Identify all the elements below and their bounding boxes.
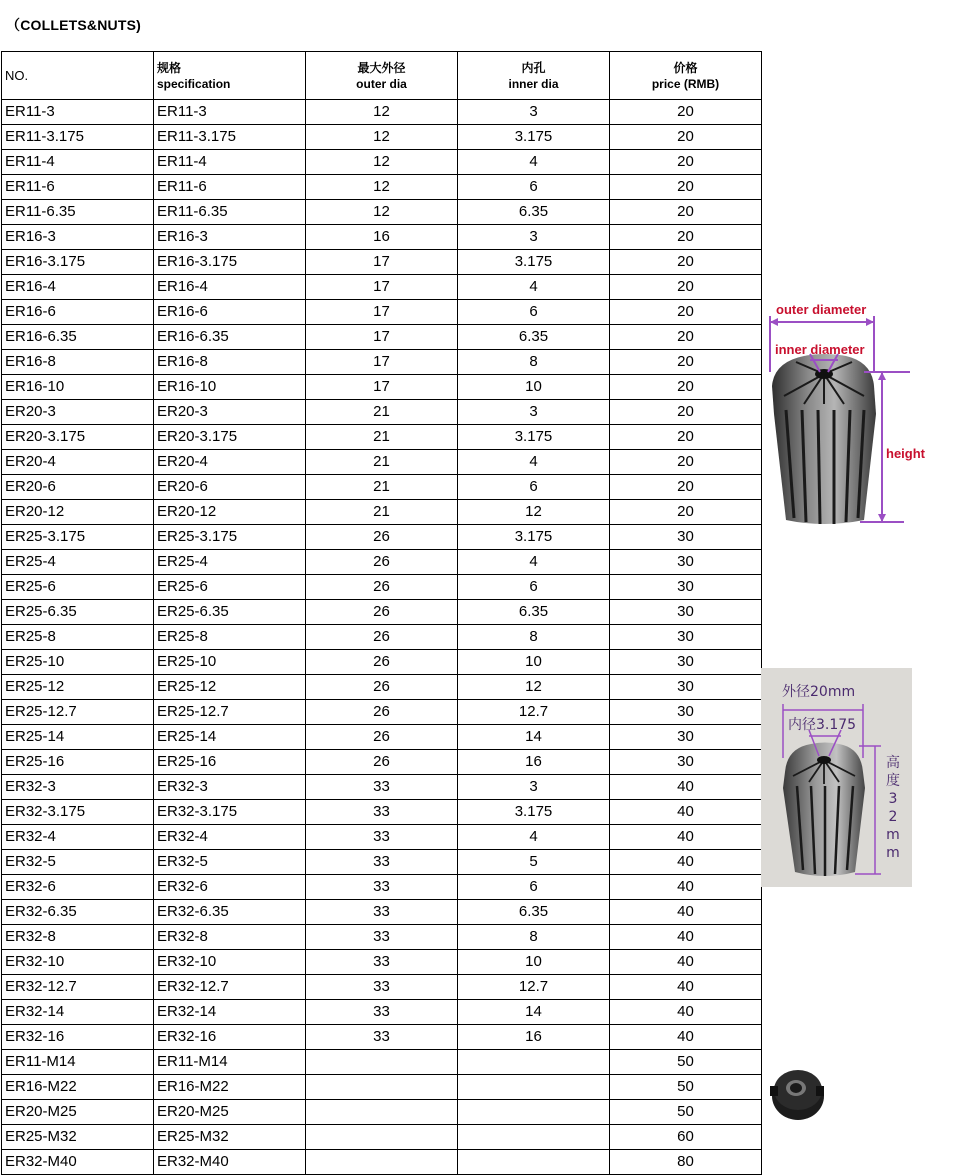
cell-outer-dia: 26 [306, 700, 458, 725]
cell-outer-dia: 12 [306, 150, 458, 175]
table-row [2, 375, 762, 400]
cell-price: 30 [610, 700, 762, 725]
cell-inner-dia: 10 [458, 950, 610, 975]
cell-outer-dia [306, 1150, 458, 1175]
cell-no: ER20-12 [2, 500, 154, 525]
cell-inner-dia: 3.175 [458, 125, 610, 150]
cell-inner-dia: 6.35 [458, 900, 610, 925]
cell-inner-dia: 6.35 [458, 325, 610, 350]
table-row [2, 225, 762, 250]
cell-price: 40 [610, 825, 762, 850]
cell-price: 20 [610, 150, 762, 175]
table-row [2, 825, 762, 850]
cell-no: ER11-4 [2, 150, 154, 175]
cell-price: 40 [610, 800, 762, 825]
cell-inner-dia: 3.175 [458, 425, 610, 450]
cell-outer-dia: 26 [306, 650, 458, 675]
table-row [2, 1075, 762, 1100]
cell-price: 30 [610, 650, 762, 675]
cell-inner-dia: 4 [458, 450, 610, 475]
cell-specification: ER32-10 [154, 950, 306, 975]
cell-outer-dia: 17 [306, 375, 458, 400]
cell-inner-dia: 8 [458, 925, 610, 950]
cell-specification: ER25-12.7 [154, 700, 306, 725]
cell-outer-dia: 33 [306, 850, 458, 875]
table-row [2, 775, 762, 800]
collet-price-table [1, 51, 762, 1175]
cell-outer-dia [306, 1075, 458, 1100]
cell-no: ER32-4 [2, 825, 154, 850]
cell-inner-dia: 12.7 [458, 975, 610, 1000]
height-label: height [886, 446, 925, 461]
cell-no: ER20-3.175 [2, 425, 154, 450]
cell-inner-dia: 3 [458, 400, 610, 425]
page-title: （COLLETS&NUTS) [6, 17, 142, 33]
outer-diameter-label: outer diameter [776, 302, 867, 317]
table-row [2, 300, 762, 325]
cell-price: 20 [610, 350, 762, 375]
cell-outer-dia: 26 [306, 675, 458, 700]
cell-price: 20 [610, 300, 762, 325]
table-row [2, 250, 762, 275]
cell-outer-dia: 21 [306, 475, 458, 500]
table-row [2, 1025, 762, 1050]
collet-nut-svg [768, 1060, 834, 1126]
table-row [2, 675, 762, 700]
cell-specification: ER32-M40 [154, 1150, 306, 1175]
table-row [2, 475, 762, 500]
cell-specification: ER32-12.7 [154, 975, 306, 1000]
cell-specification: ER16-M22 [154, 1075, 306, 1100]
table-row [2, 500, 762, 525]
table-row [2, 175, 762, 200]
cell-no: ER25-16 [2, 750, 154, 775]
cell-no: ER11-6.35 [2, 200, 154, 225]
cell-no: ER25-M32 [2, 1125, 154, 1150]
cell-no: ER16-6.35 [2, 325, 154, 350]
table-row [2, 575, 762, 600]
cell-price: 40 [610, 925, 762, 950]
cell-specification: ER11-3 [154, 100, 306, 125]
cell-inner-dia: 14 [458, 1000, 610, 1025]
table-row [2, 1100, 762, 1125]
cell-no: ER25-12 [2, 675, 154, 700]
cell-specification: ER16-4 [154, 275, 306, 300]
cell-no: ER32-6 [2, 875, 154, 900]
cell-specification: ER32-6.35 [154, 900, 306, 925]
cell-specification: ER11-M14 [154, 1050, 306, 1075]
cell-specification: ER11-6 [154, 175, 306, 200]
cell-price: 30 [610, 575, 762, 600]
cell-no: ER32-3.175 [2, 800, 154, 825]
cell-no: ER20-M25 [2, 1100, 154, 1125]
cell-inner-dia: 6 [458, 875, 610, 900]
cell-no: ER20-3 [2, 400, 154, 425]
cell-inner-dia: 6.35 [458, 200, 610, 225]
cell-outer-dia: 33 [306, 1000, 458, 1025]
cell-inner-dia: 12 [458, 675, 610, 700]
cell-price: 40 [610, 900, 762, 925]
cell-outer-dia: 12 [306, 200, 458, 225]
table-row [2, 950, 762, 975]
cell-outer-dia: 21 [306, 425, 458, 450]
cell-inner-dia: 10 [458, 375, 610, 400]
cell-price: 20 [610, 200, 762, 225]
cell-price: 40 [610, 850, 762, 875]
cell-price: 80 [610, 1150, 762, 1175]
collet-dimension-diagram [764, 292, 932, 532]
cell-outer-dia: 12 [306, 125, 458, 150]
table-row [2, 350, 762, 375]
cell-outer-dia: 33 [306, 950, 458, 975]
cell-no: ER32-14 [2, 1000, 154, 1025]
cell-inner-dia: 4 [458, 150, 610, 175]
cell-price: 20 [610, 250, 762, 275]
cell-price: 20 [610, 125, 762, 150]
cell-outer-dia: 12 [306, 175, 458, 200]
cell-outer-dia: 16 [306, 225, 458, 250]
table-row [2, 925, 762, 950]
cell-outer-dia: 17 [306, 325, 458, 350]
cell-outer-dia: 17 [306, 300, 458, 325]
cell-specification: ER25-4 [154, 550, 306, 575]
cell-no: ER32-12.7 [2, 975, 154, 1000]
cell-specification: ER20-3 [154, 400, 306, 425]
cell-inner-dia: 6 [458, 475, 610, 500]
cell-price: 20 [610, 325, 762, 350]
header-inner-dia: 内孔 inner dia [458, 52, 610, 100]
cell-outer-dia: 33 [306, 775, 458, 800]
cell-specification: ER20-4 [154, 450, 306, 475]
cell-inner-dia [458, 1150, 610, 1175]
cell-outer-dia: 21 [306, 450, 458, 475]
cell-specification: ER16-10 [154, 375, 306, 400]
cell-no: ER16-3 [2, 225, 154, 250]
cell-outer-dia: 12 [306, 100, 458, 125]
table-row [2, 1125, 762, 1150]
height-cn-label: 高 度 3 2 m m [886, 755, 900, 861]
cell-inner-dia [458, 1100, 610, 1125]
cell-no: ER16-8 [2, 350, 154, 375]
cell-inner-dia: 4 [458, 550, 610, 575]
table-row [2, 650, 762, 675]
cell-price: 20 [610, 375, 762, 400]
cell-inner-dia [458, 1075, 610, 1100]
cell-price: 30 [610, 550, 762, 575]
cell-price: 60 [610, 1125, 762, 1150]
header-price: 价格 price (RMB) [610, 52, 762, 100]
cell-price: 50 [610, 1100, 762, 1125]
table-row [2, 1050, 762, 1075]
cell-outer-dia: 26 [306, 625, 458, 650]
cell-no: ER16-M22 [2, 1075, 154, 1100]
cell-price: 20 [610, 450, 762, 475]
header-outer-dia: 最大外径 outer dia [306, 52, 458, 100]
cell-outer-dia: 33 [306, 975, 458, 1000]
cell-specification: ER25-12 [154, 675, 306, 700]
cell-inner-dia: 3.175 [458, 250, 610, 275]
cell-no: ER16-10 [2, 375, 154, 400]
cell-specification: ER20-6 [154, 475, 306, 500]
cell-price: 40 [610, 950, 762, 975]
cell-price: 20 [610, 225, 762, 250]
cell-inner-dia: 8 [458, 625, 610, 650]
cell-no: ER25-14 [2, 725, 154, 750]
cell-price: 40 [610, 1000, 762, 1025]
table-row [2, 850, 762, 875]
cell-specification: ER16-6 [154, 300, 306, 325]
cell-outer-dia [306, 1050, 458, 1075]
cell-outer-dia: 26 [306, 725, 458, 750]
cell-price: 50 [610, 1075, 762, 1100]
table-row [2, 425, 762, 450]
cell-no: ER32-5 [2, 850, 154, 875]
cell-specification: ER20-3.175 [154, 425, 306, 450]
table-row [2, 525, 762, 550]
cell-outer-dia: 33 [306, 800, 458, 825]
inner-diameter-label: inner diameter [775, 342, 865, 357]
cell-outer-dia: 26 [306, 550, 458, 575]
cell-inner-dia: 10 [458, 650, 610, 675]
cell-specification: ER16-6.35 [154, 325, 306, 350]
cell-outer-dia: 17 [306, 350, 458, 375]
table-row [2, 875, 762, 900]
header-specification: 规格 specification [154, 52, 306, 100]
cell-specification: ER11-3.175 [154, 125, 306, 150]
cell-price: 30 [610, 725, 762, 750]
cell-specification: ER25-8 [154, 625, 306, 650]
cell-no: ER25-10 [2, 650, 154, 675]
table-row [2, 1000, 762, 1025]
cell-inner-dia: 3 [458, 225, 610, 250]
cell-inner-dia: 3.175 [458, 800, 610, 825]
cell-specification: ER32-16 [154, 1025, 306, 1050]
cell-outer-dia: 21 [306, 400, 458, 425]
cell-specification: ER32-6 [154, 875, 306, 900]
cell-inner-dia: 6 [458, 575, 610, 600]
cell-price: 20 [610, 175, 762, 200]
cell-inner-dia: 3.175 [458, 525, 610, 550]
table-row [2, 200, 762, 225]
cell-no: ER16-3.175 [2, 250, 154, 275]
cell-price: 30 [610, 675, 762, 700]
table-row [2, 325, 762, 350]
cell-specification: ER32-4 [154, 825, 306, 850]
cell-price: 30 [610, 750, 762, 775]
cell-inner-dia: 3 [458, 100, 610, 125]
table-row [2, 150, 762, 175]
cell-price: 20 [610, 425, 762, 450]
cell-inner-dia: 12 [458, 500, 610, 525]
cell-outer-dia: 33 [306, 900, 458, 925]
cell-no: ER25-8 [2, 625, 154, 650]
cell-no: ER25-6.35 [2, 600, 154, 625]
cell-no: ER32-M40 [2, 1150, 154, 1175]
inner-diameter-cn-label: 内径3.175 [788, 717, 857, 733]
collet-photo-er20 [761, 668, 912, 887]
cell-specification: ER16-3 [154, 225, 306, 250]
cell-specification: ER20-12 [154, 500, 306, 525]
table-row [2, 275, 762, 300]
cell-no: ER32-16 [2, 1025, 154, 1050]
cell-price: 30 [610, 525, 762, 550]
table-row [2, 1150, 762, 1175]
cell-no: ER32-3 [2, 775, 154, 800]
cell-price: 40 [610, 975, 762, 1000]
cell-specification: ER32-14 [154, 1000, 306, 1025]
cell-no: ER25-3.175 [2, 525, 154, 550]
cell-inner-dia: 8 [458, 350, 610, 375]
cell-no: ER16-6 [2, 300, 154, 325]
cell-specification: ER16-8 [154, 350, 306, 375]
cell-specification: ER25-M32 [154, 1125, 306, 1150]
table-row [2, 400, 762, 425]
table-row [2, 975, 762, 1000]
cell-price: 40 [610, 875, 762, 900]
cell-specification: ER25-14 [154, 725, 306, 750]
cell-inner-dia: 6 [458, 175, 610, 200]
cell-outer-dia: 26 [306, 600, 458, 625]
cell-no: ER16-4 [2, 275, 154, 300]
cell-outer-dia [306, 1100, 458, 1125]
cell-inner-dia: 6 [458, 300, 610, 325]
cell-inner-dia: 4 [458, 275, 610, 300]
cell-outer-dia: 33 [306, 1025, 458, 1050]
cell-inner-dia: 12.7 [458, 700, 610, 725]
cell-inner-dia: 16 [458, 1025, 610, 1050]
cell-outer-dia: 33 [306, 925, 458, 950]
cell-price: 20 [610, 400, 762, 425]
cell-price: 30 [610, 600, 762, 625]
collet-nut-photo [768, 1060, 834, 1126]
table-row [2, 600, 762, 625]
cell-no: ER25-6 [2, 575, 154, 600]
cell-outer-dia: 26 [306, 525, 458, 550]
cell-no: ER25-4 [2, 550, 154, 575]
cell-inner-dia: 14 [458, 725, 610, 750]
cell-specification: ER32-5 [154, 850, 306, 875]
header-no: NO. [2, 52, 154, 100]
cell-specification: ER32-8 [154, 925, 306, 950]
cell-specification: ER32-3 [154, 775, 306, 800]
table-row [2, 900, 762, 925]
cell-outer-dia: 17 [306, 250, 458, 275]
cell-specification: ER25-6 [154, 575, 306, 600]
cell-no: ER11-6 [2, 175, 154, 200]
cell-specification: ER25-10 [154, 650, 306, 675]
cell-inner-dia: 16 [458, 750, 610, 775]
cell-price: 30 [610, 625, 762, 650]
cell-no: ER32-10 [2, 950, 154, 975]
cell-specification: ER25-3.175 [154, 525, 306, 550]
cell-price: 40 [610, 775, 762, 800]
table-row [2, 750, 762, 775]
cell-price: 20 [610, 500, 762, 525]
cell-no: ER20-4 [2, 450, 154, 475]
table-header-row [2, 52, 762, 100]
cell-no: ER20-6 [2, 475, 154, 500]
cell-specification: ER20-M25 [154, 1100, 306, 1125]
cell-outer-dia: 26 [306, 750, 458, 775]
outer-diameter-cn-label: 外径20mm [782, 684, 856, 700]
cell-specification: ER25-16 [154, 750, 306, 775]
cell-inner-dia [458, 1125, 610, 1150]
cell-specification: ER11-6.35 [154, 200, 306, 225]
cell-no: ER11-M14 [2, 1050, 154, 1075]
cell-inner-dia: 3 [458, 775, 610, 800]
cell-price: 20 [610, 275, 762, 300]
table-row [2, 725, 762, 750]
table-row [2, 550, 762, 575]
cell-no: ER11-3.175 [2, 125, 154, 150]
table-row [2, 625, 762, 650]
cell-specification: ER11-4 [154, 150, 306, 175]
cell-price: 40 [610, 1025, 762, 1050]
cell-inner-dia [458, 1050, 610, 1075]
table-row [2, 800, 762, 825]
cell-specification: ER25-6.35 [154, 600, 306, 625]
cell-outer-dia: 33 [306, 825, 458, 850]
cell-outer-dia: 26 [306, 575, 458, 600]
cell-specification: ER16-3.175 [154, 250, 306, 275]
cell-outer-dia: 21 [306, 500, 458, 525]
cell-no: ER32-8 [2, 925, 154, 950]
collet-diagram-svg [764, 292, 932, 532]
cell-specification: ER32-3.175 [154, 800, 306, 825]
cell-no: ER11-3 [2, 100, 154, 125]
cell-inner-dia: 6.35 [458, 600, 610, 625]
cell-outer-dia [306, 1125, 458, 1150]
cell-price: 50 [610, 1050, 762, 1075]
cell-no: ER25-12.7 [2, 700, 154, 725]
cell-no: ER32-6.35 [2, 900, 154, 925]
table-row [2, 700, 762, 725]
cell-outer-dia: 17 [306, 275, 458, 300]
cell-price: 20 [610, 100, 762, 125]
cell-inner-dia: 5 [458, 850, 610, 875]
table-row [2, 100, 762, 125]
table-row [2, 125, 762, 150]
cell-outer-dia: 33 [306, 875, 458, 900]
cell-price: 20 [610, 475, 762, 500]
cell-inner-dia: 4 [458, 825, 610, 850]
table-row [2, 450, 762, 475]
